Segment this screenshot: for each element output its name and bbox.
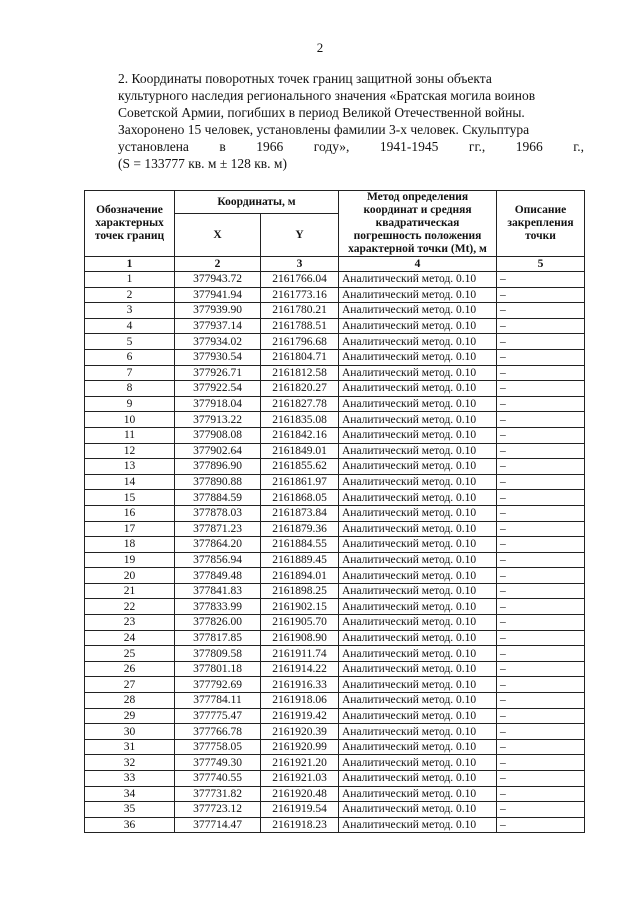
table-row [85,365,585,381]
cell-n: 34 [85,786,175,802]
cell-d: – [497,755,585,771]
cell-d: – [497,661,585,677]
cell-m: Аналитический метод. 0.10 [339,771,497,787]
cell-d: – [497,568,585,584]
cell-x: 377809.58 [175,646,261,662]
paragraph-line: (S = 133777 кв. м ± 128 кв. м) [118,156,287,171]
table-row [85,708,585,724]
cell-n: 29 [85,708,175,724]
cell-n: 7 [85,365,175,381]
cell-x: 377922.54 [175,381,261,397]
cell-n: 1 [85,272,175,288]
cell-d: – [497,349,585,365]
cell-n: 25 [85,646,175,662]
cell-d: – [497,474,585,490]
cell-m: Аналитический метод. 0.10 [339,708,497,724]
cell-x: 377849.48 [175,568,261,584]
column-number: 5 [497,257,585,272]
cell-x: 377792.69 [175,677,261,693]
cell-x: 377833.99 [175,599,261,615]
cell-m: Аналитический метод. 0.10 [339,786,497,802]
header-y: Y [261,214,339,257]
cell-d: – [497,381,585,397]
cell-d: – [497,303,585,319]
cell-x: 377934.02 [175,334,261,350]
cell-m: Аналитический метод. 0.10 [339,474,497,490]
cell-n: 11 [85,427,175,443]
cell-y: 2161879.36 [261,521,339,537]
cell-n: 36 [85,817,175,833]
cell-m: Аналитический метод. 0.10 [339,490,497,506]
cell-y: 2161766.04 [261,272,339,288]
column-number: 2 [175,257,261,272]
table-row [85,661,585,677]
cell-y: 2161898.25 [261,583,339,599]
cell-m: Аналитический метод. 0.10 [339,318,497,334]
cell-x: 377864.20 [175,537,261,553]
cell-y: 2161849.01 [261,443,339,459]
column-number: 4 [339,257,497,272]
table-row [85,318,585,334]
cell-x: 377731.82 [175,786,261,802]
cell-d: – [497,615,585,631]
cell-m: Аналитический метод. 0.10 [339,443,497,459]
table-row [85,474,585,490]
cell-y: 2161918.06 [261,693,339,709]
cell-x: 377775.47 [175,708,261,724]
cell-x: 377723.12 [175,802,261,818]
cell-n: 19 [85,552,175,568]
cell-y: 2161921.20 [261,755,339,771]
table-row [85,303,585,319]
cell-n: 35 [85,802,175,818]
cell-d: – [497,724,585,740]
table-row [85,630,585,646]
cell-x: 377740.55 [175,771,261,787]
paragraph-line: культурного наследия регионального значения «Братская могила воинов [118,88,536,103]
cell-n: 17 [85,521,175,537]
paragraph-line: Захоронено 15 человек, установлены фамилии 3-х человек. Скульптура [118,122,530,137]
cell-m: Аналитический метод. 0.10 [339,396,497,412]
cell-y: 2161921.03 [261,771,339,787]
table-row [85,443,585,459]
cell-n: 20 [85,568,175,584]
cell-y: 2161788.51 [261,318,339,334]
table-row [85,693,585,709]
cell-m: Аналитический метод. 0.10 [339,615,497,631]
table-row [85,396,585,412]
cell-n: 6 [85,349,175,365]
cell-d: – [497,817,585,833]
table-row [85,334,585,350]
cell-m: Аналитический метод. 0.10 [339,568,497,584]
column-number: 1 [85,257,175,272]
cell-d: – [497,708,585,724]
cell-m: Аналитический метод. 0.10 [339,381,497,397]
cell-n: 32 [85,755,175,771]
cell-m: Аналитический метод. 0.10 [339,661,497,677]
cell-m: Аналитический метод. 0.10 [339,755,497,771]
table-row [85,802,585,818]
table-row [85,739,585,755]
table-row [85,646,585,662]
cell-x: 377856.94 [175,552,261,568]
cell-m: Аналитический метод. 0.10 [339,817,497,833]
table-row [85,490,585,506]
cell-n: 9 [85,396,175,412]
table-row [85,537,585,553]
table-row [85,521,585,537]
cell-y: 2161855.62 [261,459,339,475]
cell-x: 377766.78 [175,724,261,740]
header-x: X [175,214,261,257]
paragraph-line: установлена в 1966 году», 1941-1945 гг., 1966 г., [118,139,584,154]
cell-d: – [497,677,585,693]
header-description: Описание закрепления точки [497,191,585,257]
cell-d: – [497,318,585,334]
cell-m: Аналитический метод. 0.10 [339,583,497,599]
cell-n: 23 [85,615,175,631]
cell-d: – [497,521,585,537]
cell-x: 377871.23 [175,521,261,537]
cell-d: – [497,505,585,521]
cell-x: 377884.59 [175,490,261,506]
cell-m: Аналитический метод. 0.10 [339,552,497,568]
table-row [85,427,585,443]
cell-x: 377714.47 [175,817,261,833]
cell-d: – [497,802,585,818]
cell-y: 2161868.05 [261,490,339,506]
coordinates-table [84,190,585,833]
cell-m: Аналитический метод. 0.10 [339,802,497,818]
cell-x: 377918.04 [175,396,261,412]
cell-x: 377878.03 [175,505,261,521]
cell-d: – [497,537,585,553]
cell-d: – [497,443,585,459]
table-row [85,381,585,397]
table-row [85,755,585,771]
cell-d: – [497,287,585,303]
table-row [85,349,585,365]
column-number: 3 [261,257,339,272]
cell-d: – [497,490,585,506]
cell-m: Аналитический метод. 0.10 [339,693,497,709]
cell-y: 2161812.58 [261,365,339,381]
cell-m: Аналитический метод. 0.10 [339,427,497,443]
cell-n: 31 [85,739,175,755]
cell-y: 2161820.27 [261,381,339,397]
cell-x: 377902.64 [175,443,261,459]
cell-y: 2161873.84 [261,505,339,521]
cell-y: 2161914.22 [261,661,339,677]
cell-y: 2161835.08 [261,412,339,428]
cell-m: Аналитический метод. 0.10 [339,521,497,537]
cell-y: 2161920.99 [261,739,339,755]
cell-x: 377937.14 [175,318,261,334]
cell-n: 12 [85,443,175,459]
cell-n: 18 [85,537,175,553]
cell-d: – [497,693,585,709]
cell-m: Аналитический метод. 0.10 [339,459,497,475]
cell-n: 16 [85,505,175,521]
cell-y: 2161796.68 [261,334,339,350]
cell-x: 377930.54 [175,349,261,365]
cell-d: – [497,459,585,475]
cell-y: 2161842.16 [261,427,339,443]
cell-y: 2161908.90 [261,630,339,646]
cell-y: 2161920.39 [261,724,339,740]
cell-y: 2161773.16 [261,287,339,303]
cell-y: 2161902.15 [261,599,339,615]
cell-d: – [497,396,585,412]
cell-m: Аналитический метод. 0.10 [339,599,497,615]
table-row [85,583,585,599]
cell-y: 2161804.71 [261,349,339,365]
table-row [85,817,585,833]
cell-x: 377941.94 [175,287,261,303]
cell-n: 4 [85,318,175,334]
cell-x: 377749.30 [175,755,261,771]
table-row [85,786,585,802]
cell-x: 377939.90 [175,303,261,319]
cell-m: Аналитический метод. 0.10 [339,724,497,740]
cell-m: Аналитический метод. 0.10 [339,677,497,693]
cell-n: 15 [85,490,175,506]
cell-x: 377784.11 [175,693,261,709]
cell-m: Аналитический метод. 0.10 [339,537,497,553]
table-row [85,568,585,584]
cell-d: – [497,630,585,646]
cell-x: 377926.71 [175,365,261,381]
cell-n: 30 [85,724,175,740]
cell-y: 2161911.74 [261,646,339,662]
cell-n: 21 [85,583,175,599]
cell-y: 2161827.78 [261,396,339,412]
table-row [85,615,585,631]
cell-d: – [497,334,585,350]
cell-m: Аналитический метод. 0.10 [339,334,497,350]
cell-y: 2161918.23 [261,817,339,833]
cell-x: 377758.05 [175,739,261,755]
cell-y: 2161894.01 [261,568,339,584]
cell-x: 377817.85 [175,630,261,646]
cell-n: 33 [85,771,175,787]
cell-n: 27 [85,677,175,693]
cell-m: Аналитический метод. 0.10 [339,646,497,662]
table-row [85,459,585,475]
cell-m: Аналитический метод. 0.10 [339,287,497,303]
cell-y: 2161889.45 [261,552,339,568]
cell-y: 2161916.33 [261,677,339,693]
cell-x: 377826.00 [175,615,261,631]
cell-n: 14 [85,474,175,490]
cell-n: 24 [85,630,175,646]
table-body [85,272,585,833]
table-row [85,552,585,568]
cell-d: – [497,599,585,615]
cell-d: – [497,739,585,755]
cell-d: – [497,646,585,662]
cell-y: 2161919.54 [261,802,339,818]
cell-m: Аналитический метод. 0.10 [339,739,497,755]
cell-d: – [497,365,585,381]
cell-d: – [497,771,585,787]
cell-y: 2161861.97 [261,474,339,490]
cell-n: 22 [85,599,175,615]
cell-n: 8 [85,381,175,397]
cell-m: Аналитический метод. 0.10 [339,303,497,319]
cell-n: 10 [85,412,175,428]
cell-x: 377896.90 [175,459,261,475]
cell-n: 28 [85,693,175,709]
cell-m: Аналитический метод. 0.10 [339,365,497,381]
cell-n: 13 [85,459,175,475]
cell-y: 2161920.48 [261,786,339,802]
cell-x: 377890.88 [175,474,261,490]
table-row [85,771,585,787]
cell-x: 377908.08 [175,427,261,443]
table-row [85,505,585,521]
cell-d: – [497,272,585,288]
cell-d: – [497,427,585,443]
page-number: 2 [316,40,324,55]
paragraph-line: 2. Координаты поворотных точек границ защитной зоны объекта [118,71,492,86]
header-method: Метод определения координат и средняя квадратическая погрешность положения характерной точки (Mt), м [339,191,497,257]
cell-y: 2161905.70 [261,615,339,631]
header-designation: Обозначение характерных точек границ [85,191,175,257]
cell-x: 377801.18 [175,661,261,677]
table-row [85,412,585,428]
cell-n: 26 [85,661,175,677]
cell-m: Аналитический метод. 0.10 [339,505,497,521]
cell-m: Аналитический метод. 0.10 [339,349,497,365]
cell-n: 3 [85,303,175,319]
cell-x: 377841.83 [175,583,261,599]
cell-d: – [497,786,585,802]
cell-y: 2161780.21 [261,303,339,319]
paragraph-line: Советской Армии, погибших в период Великой Отечественной войны. [118,105,525,120]
table-row [85,599,585,615]
cell-x: 377943.72 [175,272,261,288]
cell-d: – [497,552,585,568]
cell-d: – [497,583,585,599]
header-coordinates: Координаты, м [175,191,339,214]
cell-m: Аналитический метод. 0.10 [339,412,497,428]
cell-x: 377913.22 [175,412,261,428]
table-row [85,677,585,693]
cell-n: 2 [85,287,175,303]
table-row [85,272,585,288]
table-row [85,724,585,740]
cell-d: – [497,412,585,428]
table-row [85,287,585,303]
cell-y: 2161919.42 [261,708,339,724]
cell-n: 5 [85,334,175,350]
cell-m: Аналитический метод. 0.10 [339,272,497,288]
cell-y: 2161884.55 [261,537,339,553]
cell-m: Аналитический метод. 0.10 [339,630,497,646]
intro-paragraph [84,70,584,172]
